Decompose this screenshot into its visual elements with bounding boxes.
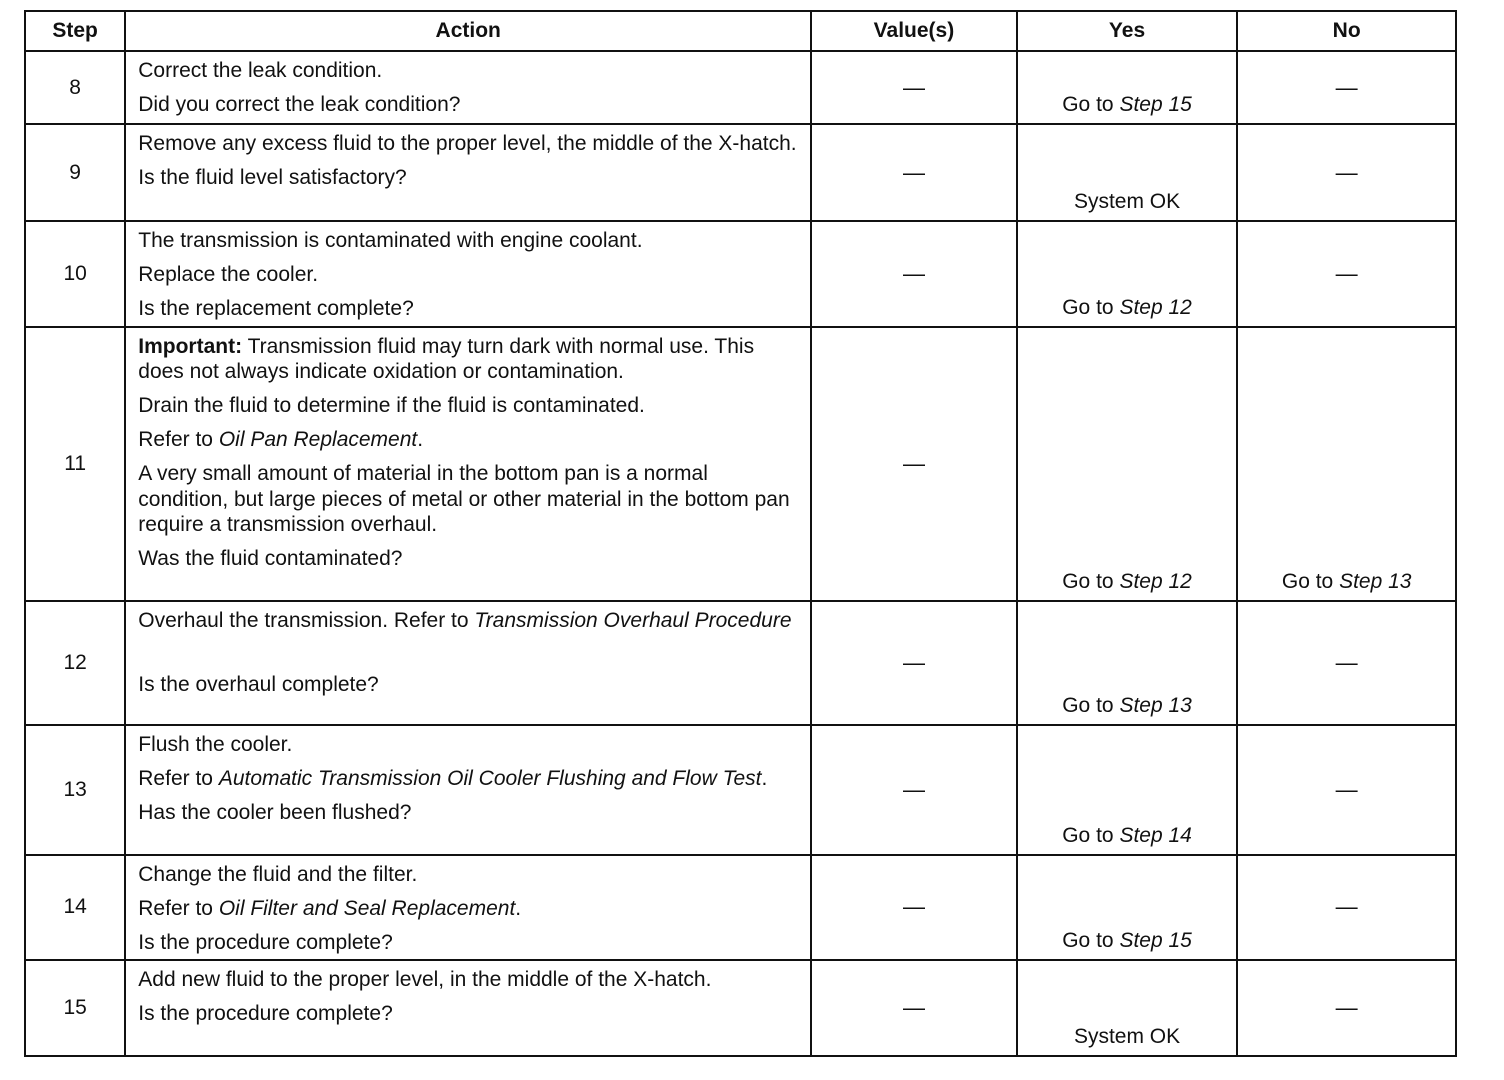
no-cell: — bbox=[1237, 124, 1456, 221]
value-cell: — bbox=[811, 960, 1017, 1056]
step-number: 14 bbox=[25, 855, 125, 961]
action-refer: Refer to Oil Pan Replacement. bbox=[138, 428, 424, 452]
action-cell bbox=[125, 124, 811, 221]
action-text: A very small amount of material in the bottom pan is a normal condition, but large pieces of metal or other material in the bottom pan require a transmission overhaul. bbox=[138, 462, 790, 536]
action-text: The transmission is contaminated with engine coolant. bbox=[138, 229, 643, 252]
step-reference: Step 14 bbox=[1119, 823, 1192, 847]
no-cell: — bbox=[1237, 960, 1456, 1056]
step-reference: Step 12 bbox=[1119, 569, 1192, 593]
action-cell bbox=[125, 327, 811, 601]
action-cell bbox=[125, 221, 811, 327]
no-cell bbox=[1237, 327, 1456, 601]
important-label: Important: bbox=[138, 334, 243, 358]
table-row bbox=[25, 124, 1456, 221]
action-cell bbox=[125, 725, 811, 855]
refer-prefix: Refer to bbox=[138, 428, 213, 452]
action-question: Is the procedure complete? bbox=[138, 930, 393, 954]
yes-cell bbox=[1017, 221, 1238, 327]
important-text: Transmission fluid may turn dark with normal use. This does not always indicate oxidation or contamination. bbox=[138, 334, 755, 383]
action-refer: Refer to Automatic Transmission Oil Cooler Flushing and Flow Test. bbox=[138, 766, 768, 790]
value-cell: — bbox=[811, 327, 1017, 601]
no-cell: — bbox=[1237, 725, 1456, 855]
action-question: Is the procedure complete? bbox=[138, 1002, 393, 1026]
value-cell: — bbox=[811, 221, 1017, 327]
action-question: Was the fluid contaminated? bbox=[138, 546, 403, 570]
action-lead: Overhaul the transmission. Refer to bbox=[138, 608, 469, 632]
procedure-reference: Transmission Overhaul Procedure bbox=[474, 608, 792, 632]
action-cell bbox=[125, 51, 811, 124]
step-reference: Step 15 bbox=[1119, 929, 1192, 953]
value-cell: — bbox=[811, 725, 1017, 855]
yes-cell bbox=[1017, 725, 1238, 855]
action-question: Is the replacement complete? bbox=[138, 297, 414, 321]
procedure-reference: Oil Filter and Seal Replacement bbox=[218, 896, 516, 920]
action-text bbox=[138, 608, 798, 633]
no-cell: — bbox=[1237, 221, 1456, 327]
header-action: Action bbox=[125, 11, 811, 51]
go-to-text: Go to bbox=[1062, 693, 1114, 717]
table-row bbox=[25, 960, 1456, 1056]
step-reference: Step 15 bbox=[1119, 93, 1192, 116]
diagnostic-table bbox=[24, 10, 1457, 1057]
yes-cell bbox=[1017, 51, 1238, 124]
step-number: 12 bbox=[25, 601, 125, 725]
procedure-reference: Oil Pan Replacement bbox=[218, 428, 418, 452]
action-text: Flush the cooler. bbox=[138, 732, 293, 756]
header-row bbox=[25, 11, 1456, 51]
yes-cell: System OK bbox=[1017, 960, 1238, 1056]
action-cell bbox=[125, 601, 811, 725]
action-text: Replace the cooler. bbox=[138, 263, 319, 287]
important-note bbox=[138, 334, 798, 384]
value-cell: — bbox=[811, 855, 1017, 961]
action-text: Remove any excess fluid to the proper level, the middle of the X-hatch. bbox=[138, 132, 797, 155]
action-question: Is the overhaul complete? bbox=[138, 672, 379, 696]
table-row bbox=[25, 221, 1456, 327]
yes-cell: System OK bbox=[1017, 124, 1238, 221]
step-reference: Step 13 bbox=[1339, 569, 1412, 593]
step-number: 15 bbox=[25, 960, 125, 1056]
procedure-reference: Automatic Transmission Oil Cooler Flushing and Flow Test bbox=[218, 766, 762, 790]
no-cell: — bbox=[1237, 51, 1456, 124]
step-number: 9 bbox=[25, 124, 125, 221]
step-reference: Step 12 bbox=[1119, 295, 1192, 319]
table-row bbox=[25, 855, 1456, 961]
go-to-text: Go to bbox=[1281, 569, 1334, 593]
header-values: Value(s) bbox=[811, 11, 1017, 51]
table-row bbox=[25, 51, 1456, 124]
refer-prefix: Refer to bbox=[138, 766, 213, 790]
action-question: Is the fluid level satisfactory? bbox=[138, 166, 407, 190]
action-question: Did you correct the leak condition? bbox=[138, 93, 461, 117]
refer-prefix: Refer to bbox=[138, 896, 213, 920]
action-cell bbox=[125, 960, 811, 1056]
action-question: Has the cooler been flushed? bbox=[138, 800, 412, 824]
value-cell: — bbox=[811, 51, 1017, 124]
go-to-text: Go to bbox=[1062, 93, 1114, 116]
go-to-text: Go to bbox=[1062, 929, 1114, 953]
action-refer: Refer to Oil Filter and Seal Replacement. bbox=[138, 896, 522, 920]
yes-cell bbox=[1017, 601, 1238, 725]
header-no: No bbox=[1237, 11, 1456, 51]
action-text: Correct the leak condition. bbox=[138, 59, 383, 82]
step-number: 13 bbox=[25, 725, 125, 855]
table-row bbox=[25, 725, 1456, 855]
step-reference: Step 13 bbox=[1119, 693, 1192, 717]
yes-cell bbox=[1017, 327, 1238, 601]
yes-cell bbox=[1017, 855, 1238, 961]
value-cell: — bbox=[811, 601, 1017, 725]
no-cell: — bbox=[1237, 855, 1456, 961]
go-to-text: Go to bbox=[1062, 823, 1114, 847]
action-text: Change the fluid and the filter. bbox=[138, 862, 418, 886]
action-text: Drain the fluid to determine if the fluid is contaminated. bbox=[138, 393, 645, 417]
header-step: Step bbox=[25, 11, 125, 51]
no-cell: — bbox=[1237, 601, 1456, 725]
table-row bbox=[25, 601, 1456, 725]
value-cell: — bbox=[811, 124, 1017, 221]
step-number: 10 bbox=[25, 221, 125, 327]
step-number: 8 bbox=[25, 51, 125, 124]
go-to-text: Go to bbox=[1062, 295, 1114, 319]
table-row bbox=[25, 327, 1456, 601]
header-yes: Yes bbox=[1017, 11, 1238, 51]
go-to-text: Go to bbox=[1062, 569, 1114, 593]
action-cell bbox=[125, 855, 811, 961]
step-number: 11 bbox=[25, 327, 125, 601]
action-text: Add new fluid to the proper level, in the middle of the X-hatch. bbox=[138, 968, 712, 992]
